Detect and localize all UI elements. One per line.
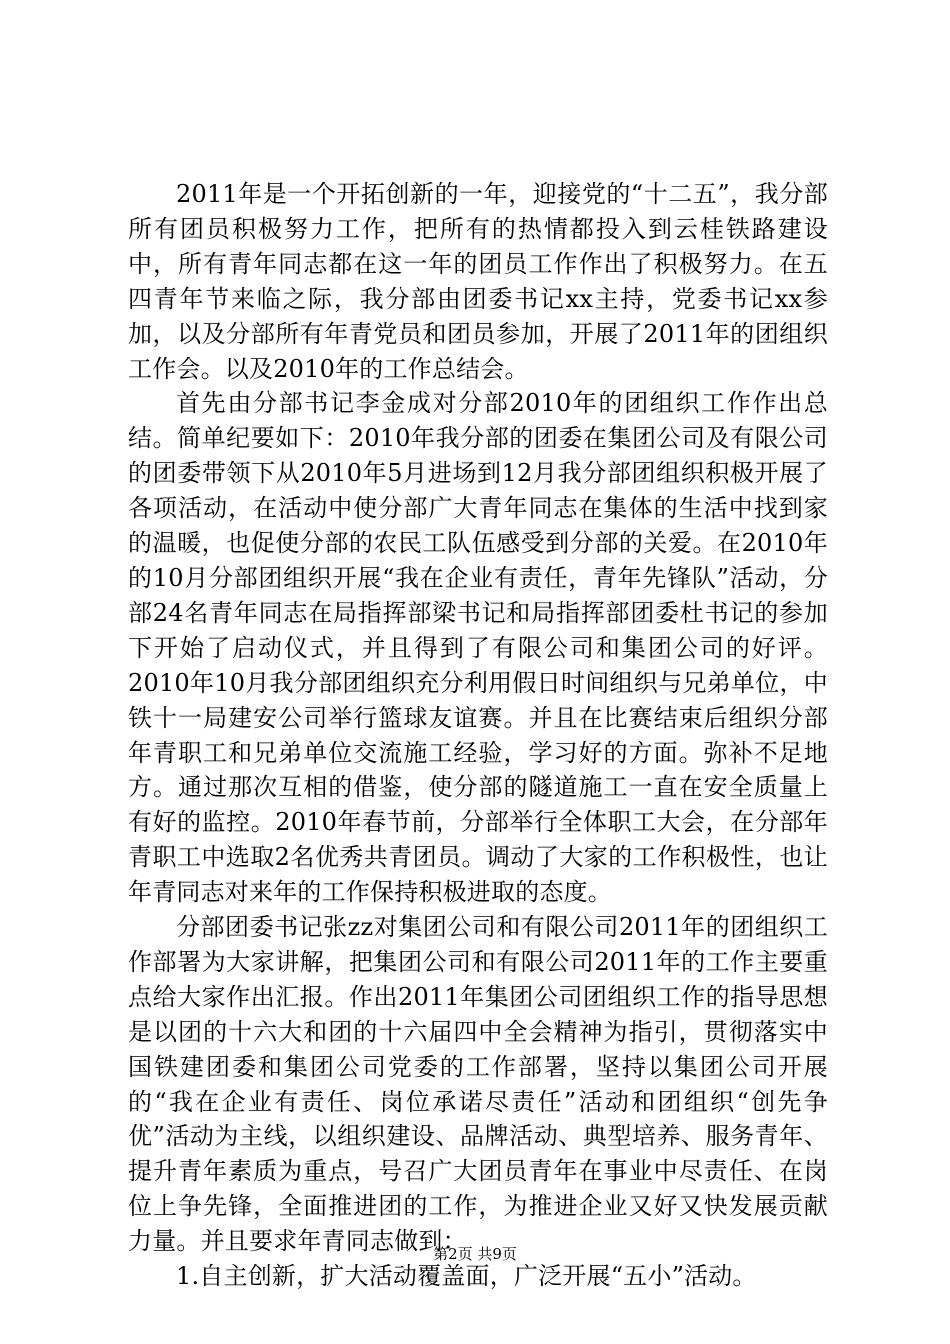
- paragraph-summary-2010: 首先由分部书记李金成对分部2010年的团组织工作作出总结。简单纪要如下：2010年我分部的团委在集团公司及有限公司的团委带领下从2010年5月进场到12月我分部团组织积极开展了各项活动，在活动中使分部广大青年同志在集体的生活中找到家的温暖，也促使分部的农民工队伍感受到分部的关爱。在2010年的10月分部团组织开展“我在企业有责任，青年先锋队”活动，分部24名青年同志在局指挥部梁书记和局指挥部团委杜书记的参加下开始了启动仪式，并且得到了有限公司和集团公司的好评。2010年10月我分部团组织充分利用假日时间组织与兄弟单位，中铁十一局建安公司举行篮球友谊赛。并且在比赛结束后组织分部年青职工和兄弟单位交流施工经验，学习好的方面。弥补不足地方。通过那次互相的借鉴，使分部的隧道施工一直在安全质量上有好的监控。2010年春节前，分部举行全体职工大会，在分部年青职工中选取2名优秀共青团员。调动了大家的工作积极性，也让年青同志对来年的工作保持积极进取的态度。: [128, 389, 828, 907]
- paragraph-item-1: 1.自主创新，扩大活动覆盖面，广泛开展“五小”活动。: [176, 1262, 757, 1291]
- paragraph-plan-2011: 分部团委书记张zz对集团公司和有限公司2011年的团组织工作部署为大家讲解，把集团公司和有限公司2011年的工作主要重点给大家作出汇报。作出2011年集团公司团组织工作的指导思想是以团的十六大和团的十六届四中全会精神为指引，贯彻落实中国铁建团委和集团公司党委的工作部署，坚持以集团公司开展的“我在企业有责任、岗位承诺尽责任”活动和团组织“创先争优”活动为主线，以组织建设、品牌活动、典型培养、服务青年、提升青年素质为重点，号召广大团员青年在事业中尽责任、在岗位上争先锋，全面推进团的工作，为推进企业又好又快发展贡献力量。并且要求年青同志做到：: [128, 913, 828, 1256]
- paragraph-intro: 2011年是一个开拓创新的一年，迎接党的“十二五”，我分部所有团员积极努力工作，把所有的热情都投入到云桂铁路建设中，所有青年同志都在这一年的团员工作作出了积极努力。在五四青年节来临之际，我分部由团委书记xx主持，党委书记xx参加，以及分部所有年青党员和团员参加，开展了2011年的团组织工作会。以及2010年的工作总结会。: [128, 180, 828, 383]
- page-number-footer: 第2页 共9页: [433, 1245, 517, 1263]
- document-body: [128, 177, 828, 1294]
